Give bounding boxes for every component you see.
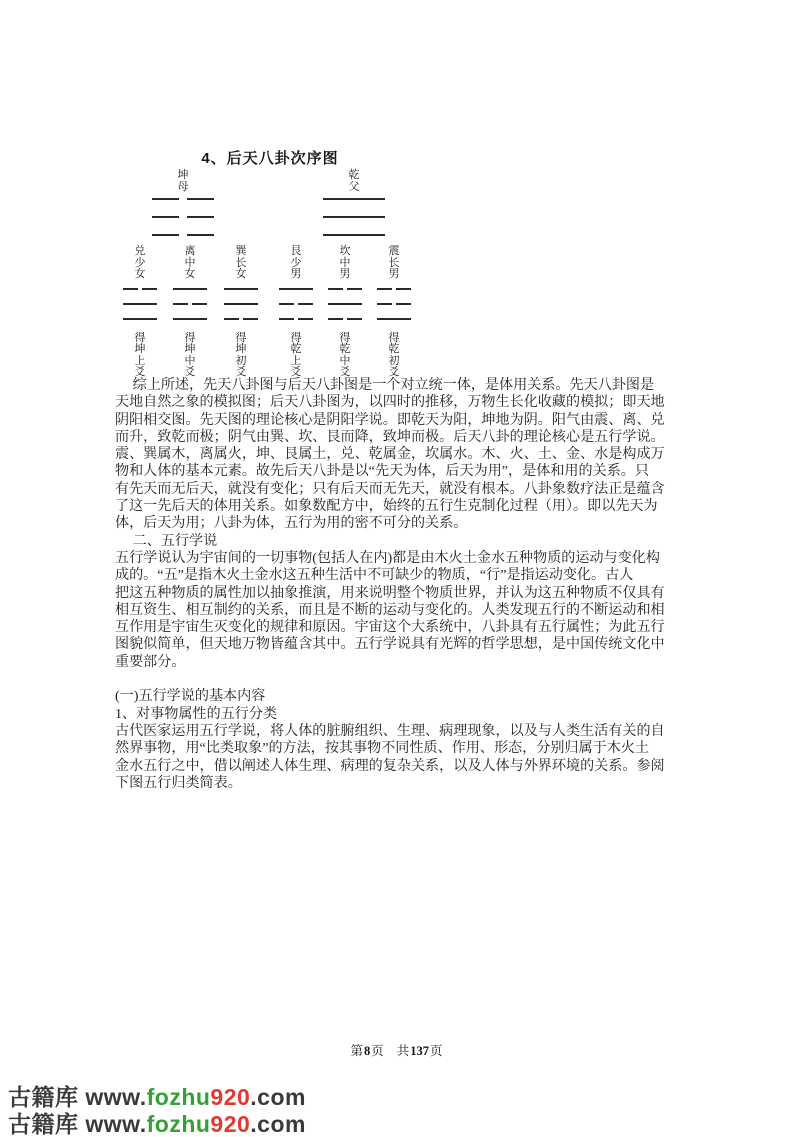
body-line [115, 671, 690, 688]
body-text [115, 377, 690, 792]
child-trigram-column [272, 246, 320, 379]
trigram-line-solid [224, 303, 258, 305]
source-line-label: 得 乾 中 爻 [339, 331, 351, 378]
page-footer [0, 1041, 793, 1059]
trigram-line-broken [377, 288, 411, 290]
body-line: 下图五行归类简表。 [115, 774, 242, 791]
trigram-line-solid [173, 288, 207, 290]
body-line: 五行学说认为宇宙间的一切事物(包括人在内)都是由木火土金水五种物质的运动与变化构 [115, 549, 660, 566]
child-label: 巽 长 女 [235, 245, 247, 280]
body-line: 物和人体的基本元素。故先后天八卦是以“先天为体，后天为用”，是体和用的关系。只 [115, 463, 649, 480]
body-line: 成的。“五”是指木火土金水这五种生活中不可缺少的物质，“行”是指运动变化。古人 [115, 567, 634, 584]
trigram-line-broken [152, 198, 214, 200]
trigram-line-broken [173, 303, 207, 305]
body-line: 体，后天为用；八卦为体，五行为用的密不可分的关系。 [115, 515, 468, 532]
trigram-line-broken [224, 318, 258, 320]
trigram-line-solid [123, 318, 157, 320]
child-trigram-column [321, 246, 369, 379]
watermark [8, 1079, 306, 1112]
body-line: 重要部分。 [115, 653, 186, 670]
body-line: 而升，致乾而极；阴气由巽、坎、艮而降，致坤而极。后天八卦的理论核心是五行学说。 [115, 428, 665, 445]
total-pages-indicator [397, 1044, 443, 1058]
page-suffix: 页 [371, 1044, 384, 1058]
body-line: 相互资生、相互制约的关系，而且是不断的运动与变化的。人类发现五行的不断运动和相 [115, 601, 665, 618]
watermark-segment: .com [250, 1084, 306, 1110]
body-line: 1、对事物属性的五行分类 [115, 705, 278, 722]
child-label: 兑 少 女 [134, 245, 146, 280]
child-label: 离 中 女 [184, 245, 196, 280]
trigram-line-solid [323, 234, 385, 236]
source-line-label: 得 坤 上 爻 [134, 331, 146, 378]
parent-trigram-column [152, 170, 214, 252]
total-prefix: 共 [396, 1044, 410, 1058]
watermark-clipped-segment: 920 [210, 1111, 251, 1137]
trigram-line-broken [328, 318, 362, 320]
trigram-line-solid [279, 288, 313, 290]
watermark-clipped-segment: .com [250, 1111, 306, 1137]
total-number: 137 [410, 1044, 430, 1058]
watermark-clipped-segment: 古籍库 www. [8, 1111, 147, 1137]
body-line: 震、巽属木，离属火，坤、艮属土，兑、乾属金，坎属水。木、火、土、金、水是构成万 [115, 446, 665, 463]
trigram-line-solid [377, 318, 411, 320]
page-indicator [350, 1044, 383, 1058]
trigram-line-solid [173, 318, 207, 320]
body-line: 金水五行之中，借以阐述人体生理、病理的复杂关系，以及人体与外界环境的关系。参阅 [115, 757, 665, 774]
trigram-symbol [377, 288, 411, 320]
trigram-symbol [173, 288, 207, 320]
parent-label: 坤 母 [177, 169, 189, 193]
trigram-symbol [328, 288, 362, 320]
parent-trigram-column [323, 170, 385, 252]
body-line: 二、五行学说 [115, 532, 218, 549]
body-line: 综上所述，先天八卦图与后天八卦图是一个对立统一体，是体用关系。先天八卦图是 [115, 377, 655, 393]
trigram-line-solid [328, 303, 362, 305]
child-trigram-column [116, 246, 164, 379]
page-number: 8 [363, 1044, 371, 1058]
trigram-line-solid [224, 288, 258, 290]
body-line: 互作用是宇宙生灭变化的规律和原因。宇宙这个大系统中，八卦具有五行属性；为此五行 [115, 619, 665, 636]
child-trigram-column [370, 246, 418, 379]
body-line: 了这一先后天的体用关系。如象数配方中，始终的五行生克制化过程（用）。即以先天为 [115, 498, 658, 515]
parent-label: 乾 父 [348, 169, 360, 193]
watermark-segment: fozhu [146, 1084, 211, 1110]
child-label: 艮 少 男 [290, 245, 302, 280]
trigram-line-broken [123, 288, 157, 290]
body-line: 然界事物，用“比类取象”的方法，按其事物不同性质、作用、形态，分别归属于木火土 [115, 740, 649, 757]
total-suffix: 页 [430, 1044, 443, 1058]
trigram-line-broken [279, 318, 313, 320]
child-label: 坎 中 男 [339, 245, 351, 280]
page-prefix: 第 [350, 1044, 363, 1058]
trigram-symbol [224, 288, 258, 320]
trigram-line-broken [377, 303, 411, 305]
body-line: 图貌似简单，但天地万物皆蕴含其中。五行学说具有光辉的哲学思想，是中国传统文化中 [115, 636, 665, 653]
diagram-title: 4、后天八卦次序图 [201, 150, 339, 167]
source-line-label: 得 坤 中 爻 [184, 331, 196, 378]
trigram-symbol [323, 198, 385, 236]
trigram-line-broken [152, 234, 214, 236]
watermark-segment: 古籍库 www. [8, 1084, 147, 1110]
trigram-symbol [123, 288, 157, 320]
body-line: 天地自然之象的模拟图；后天八卦图为，以四时的推移，万物生长化收藏的模拟；即天地 [115, 394, 665, 411]
body-line: 有先天而无后天，就没有变化；只有后天而无先天，就没有根本。八卦象数疗法正是蕴含 [115, 480, 665, 497]
body-line: 阴阳相交图。先天图的理论核心是阴阳学说。即乾天为阳，坤地为阴。阳气由震、离、兑 [115, 411, 665, 428]
watermark-clipped-segment: fozhu [146, 1111, 211, 1137]
source-line-label: 得 坤 初 爻 [235, 331, 247, 378]
child-trigram-column [166, 246, 214, 379]
body-line: 把这五种物质的属性加以抽象推演，用来说明整个物质世界，并认为这五种物质不仅具有 [115, 584, 665, 601]
trigram-line-broken [152, 216, 214, 218]
trigram-line-solid [123, 303, 157, 305]
trigram-symbol [152, 198, 214, 236]
body-line: (一)五行学说的基本内容 [115, 688, 266, 705]
trigram-line-broken [328, 288, 362, 290]
child-label: 震 长 男 [388, 245, 400, 280]
body-line: 古代医家运用五行学说，将人体的脏腑组织、生理、病理现象，以及与人类生活有关的自 [115, 722, 665, 739]
trigram-symbol [279, 288, 313, 320]
trigram-line-broken [279, 303, 313, 305]
trigram-line-solid [323, 198, 385, 200]
child-trigram-column [217, 246, 265, 379]
source-line-label: 得 乾 上 爻 [290, 331, 302, 378]
watermark-segment: 920 [210, 1084, 251, 1110]
trigram-line-solid [323, 216, 385, 218]
source-line-label: 得 乾 初 爻 [388, 331, 400, 378]
watermark-clipped [8, 1111, 306, 1137]
